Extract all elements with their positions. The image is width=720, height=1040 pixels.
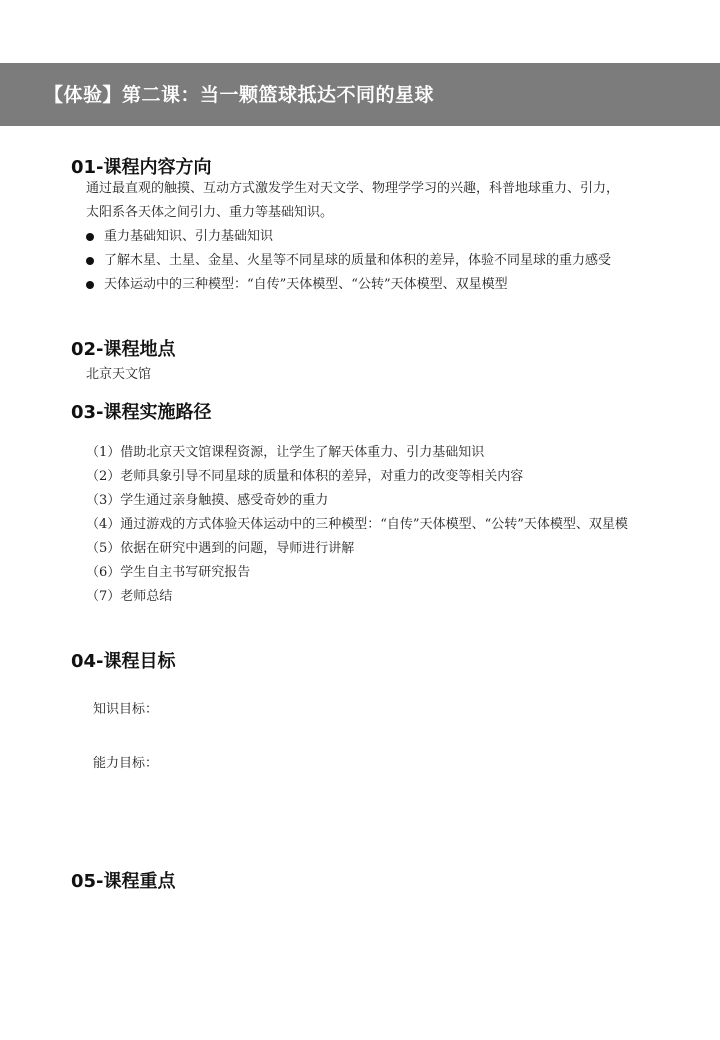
section-heading-content-direction: 01-课程内容方向 xyxy=(71,157,212,178)
step-item: （6）学生自主书写研究报告 xyxy=(86,565,251,580)
step-item: （7）老师总结 xyxy=(86,589,173,604)
bullet-icon xyxy=(86,281,94,289)
step-item: （3）学生通过亲身触摸、感受奇妙的重力 xyxy=(86,493,329,508)
bullet-item: 天体运动中的三种模型：“自传”天体模型、“公转”天体模型、双星模型 xyxy=(104,277,508,292)
bullet-item: 重力基础知识、引力基础知识 xyxy=(104,229,274,244)
intro-line: 太阳系各天体之间引力、重力等基础知识。 xyxy=(86,205,334,220)
step-item: （2）老师具象引导不同星球的质量和体积的差异，对重力的改变等相关内容 xyxy=(86,469,524,484)
header-banner xyxy=(0,63,720,126)
page-title: 【体验】第二课：当一颗篮球抵达不同的星球 xyxy=(44,84,435,106)
ability-goal-label: 能力目标： xyxy=(93,756,159,771)
knowledge-goal-label: 知识目标： xyxy=(93,702,159,717)
section-heading-implementation: 03-课程实施路径 xyxy=(71,402,212,423)
bullet-icon xyxy=(86,233,94,241)
bullet-icon xyxy=(86,257,94,265)
step-item: （4）通过游戏的方式体验天体运动中的三种模型：“自传”天体模型、“公转”天体模型、双星模 xyxy=(86,517,628,532)
section-heading-key-points: 05-课程重点 xyxy=(71,871,176,892)
section-heading-location: 02-课程地点 xyxy=(71,339,176,360)
step-item: （1）借助北京天文馆课程资源，让学生了解天体重力、引力基础知识 xyxy=(86,445,485,460)
step-item: （5）依据在研究中遇到的问题，导师进行讲解 xyxy=(86,541,355,556)
bullet-item: 了解木星、土星、金星、火星等不同星球的质量和体积的差异，体验不同星球的重力感受 xyxy=(104,253,612,268)
location-value: 北京天文馆 xyxy=(86,367,152,382)
intro-line: 通过最直观的触摸、互动方式激发学生对天文学、物理学学习的兴趣，科普地球重力、引力， xyxy=(86,181,620,196)
section-heading-goals: 04-课程目标 xyxy=(71,651,176,672)
